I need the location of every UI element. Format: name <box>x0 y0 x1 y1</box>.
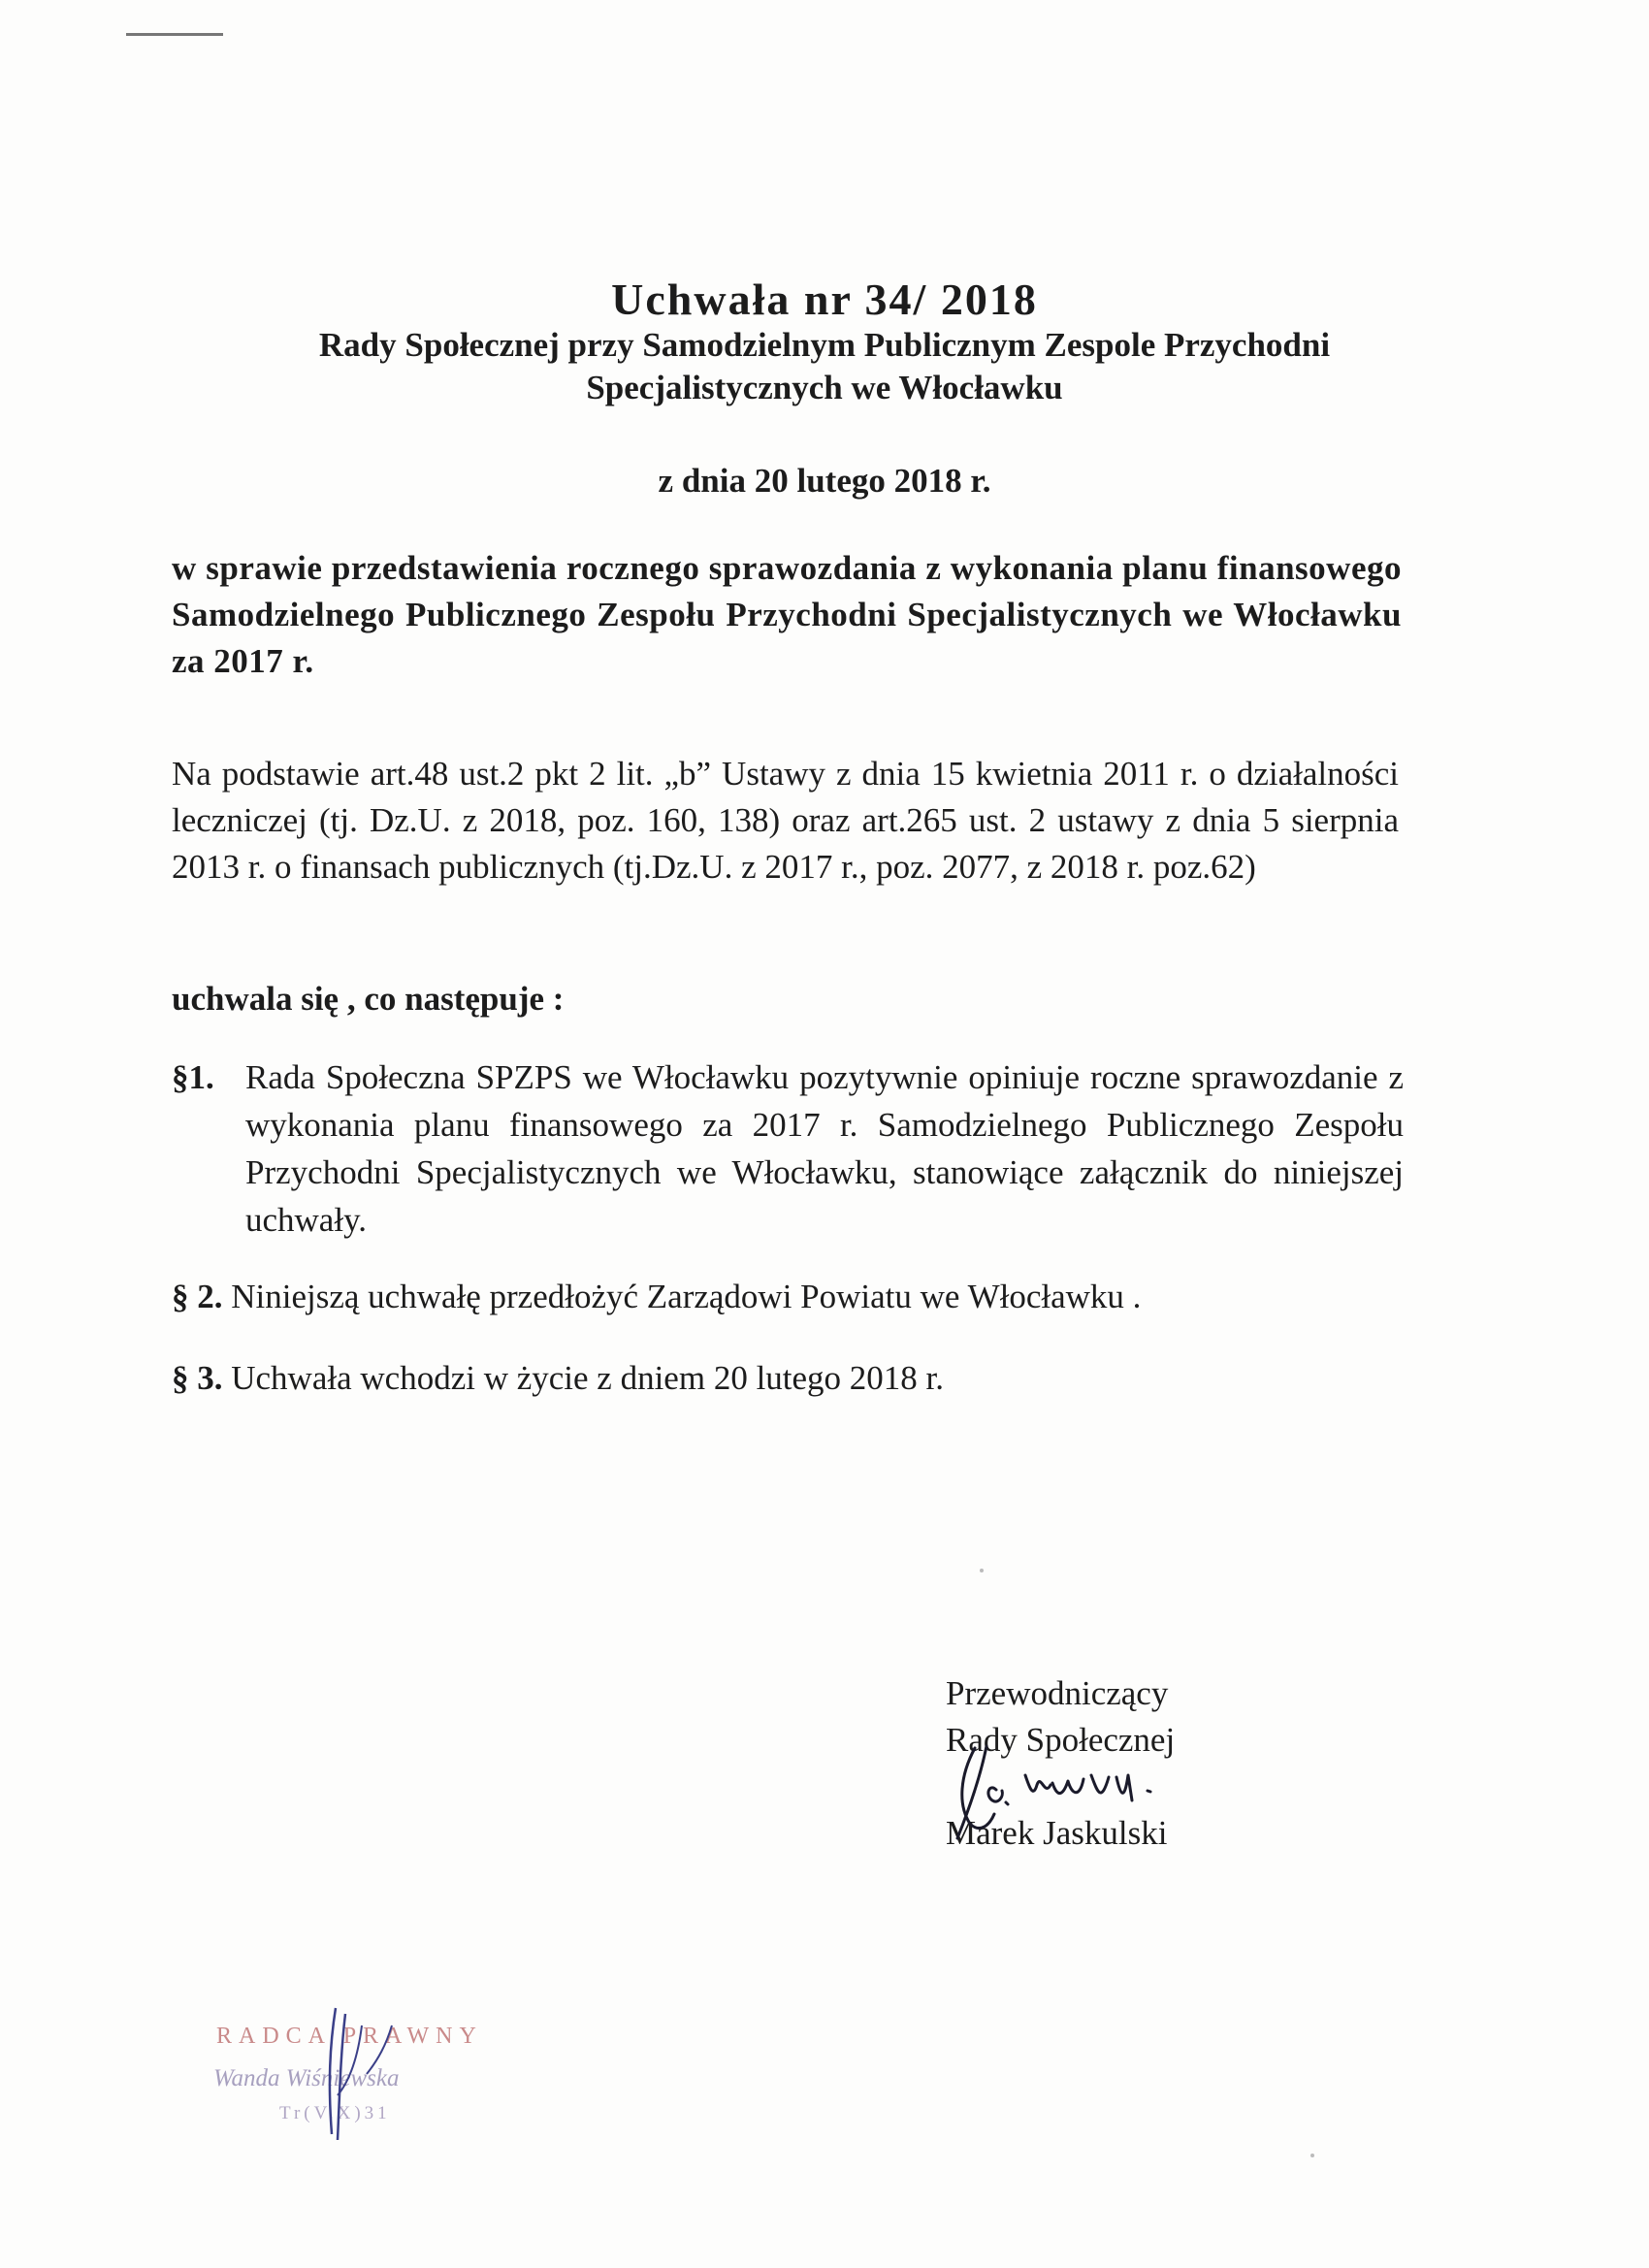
paragraph-number: §1. <box>172 1058 214 1096</box>
signatory-title: Przewodniczący <box>946 1674 1169 1712</box>
handwritten-signature <box>936 1736 1217 1848</box>
paragraph-text: Niniejszą uchwałę przedłożyć Zarządowi Powiatu we Włocławku . <box>231 1278 1142 1315</box>
paragraph-number: § 2. <box>172 1278 223 1315</box>
paragraph-text: Uchwała wchodzi w życie z dniem 20 lutego 2018 r. <box>231 1359 945 1397</box>
paragraph-1 <box>172 1053 1404 1244</box>
paragraph-number: § 3. <box>172 1359 223 1397</box>
signatory-body: Rady Społecznej <box>946 1721 1176 1759</box>
signatory-name: Marek Jaskulski <box>946 1814 1168 1852</box>
resolution-title: Uchwała nr 34/ 2018 <box>611 275 1038 324</box>
resolution-subject: w sprawie przedstawienia rocznego sprawozdania z wykonania planu finansowego Samodzielnego Publicznego Zespołu Przychodni Specjalistycznych we Włocławku za 2017 r. <box>172 549 1402 680</box>
resolution-issuer-line1: Rady Społecznej przy Samodzielnym Publicznym Zespole Przychodni <box>318 326 1331 364</box>
legal-basis: Na podstawie art.48 ust.2 pkt 2 lit. „b” Ustawy z dnia 15 kwietnia 2011 r. o działalności leczniczej (tj. Dz.U. z 2018, poz. 160, 138) oraz art.265 ust. 2 ustawy z dnia 5 sierpnia 2013 r. o finansach publicznych (tj.Dz.U. z 2017 r., poz. 2077, z 2018 r. poz.62) <box>172 755 1399 886</box>
resolution-date: z dnia 20 lutego 2018 r. <box>658 462 991 500</box>
paragraph-3 <box>172 1354 944 1402</box>
resolution-intro: uchwala się , co następuje : <box>172 980 565 1018</box>
scan-mark <box>126 33 223 36</box>
svg-text:RADCA PRAWNY: RADCA PRAWNY <box>216 2024 483 2049</box>
svg-text:Tr(V.X)31: Tr(V.X)31 <box>279 2103 391 2123</box>
scan-speck <box>980 1569 984 1572</box>
resolution-issuer-line2: Specjalistycznych we Włocławku <box>586 369 1063 406</box>
paragraph-2 <box>172 1273 1141 1320</box>
paragraph-text: Rada Społeczna SPZPS we Włocławku pozytywnie opiniuje roczne sprawozdanie z wykonania planu finansowego za 2017 r. Samodzielnego Publicznego Zespołu Przychodni Specjalistycznych we Włocławku, stanowiące załącznik do niniejszej uchwały. <box>245 1058 1404 1239</box>
svg-text:Wanda Wiśniewska: Wanda Wiśniewska <box>213 2065 400 2091</box>
scan-speck <box>1310 2154 1314 2157</box>
legal-advisor-stamp <box>211 2006 522 2142</box>
